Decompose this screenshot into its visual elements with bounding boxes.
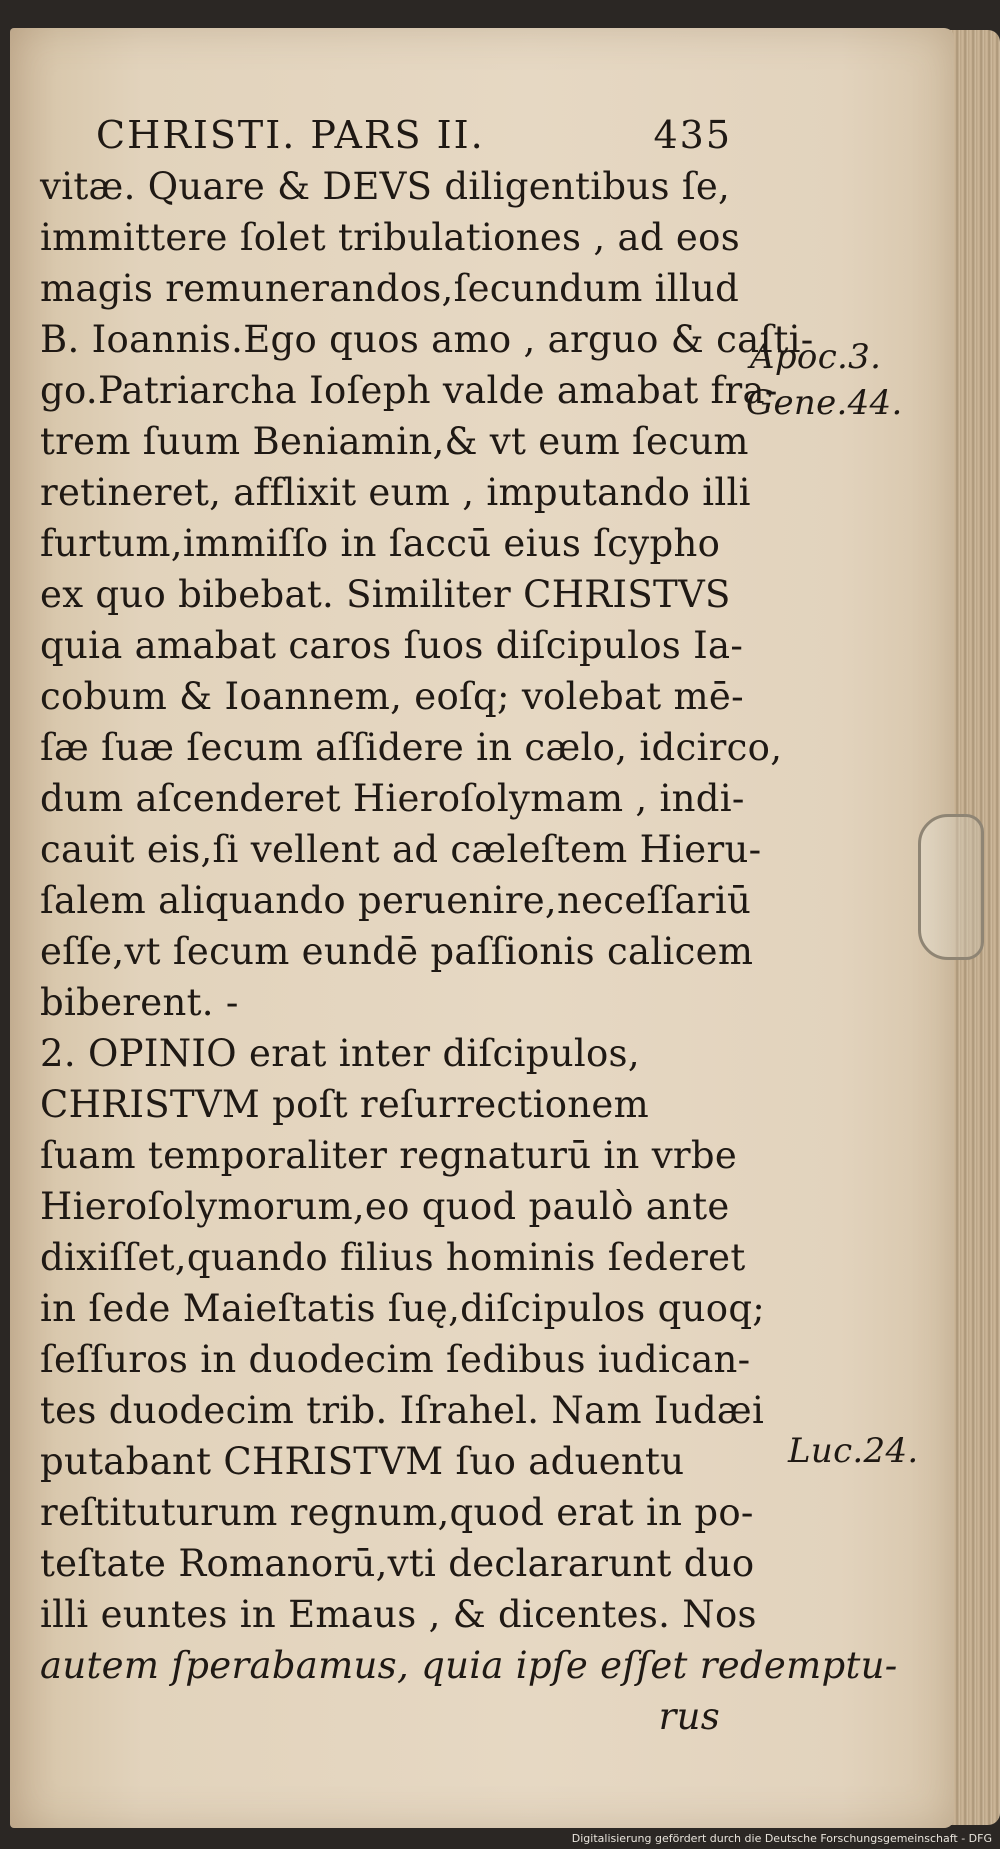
text-line: biberent. - [40, 981, 239, 1024]
page-number: 435 [653, 113, 732, 157]
text-line: reſtituturum regnum,quod erat in po- [40, 1491, 754, 1534]
digitization-footer: Digitalisierung gefördert durch die Deutsche Forschungsgemeinschaft - DFG [571, 1832, 992, 1845]
text-line: ſalem aliquando peruenire,neceſſariū [40, 879, 752, 922]
text-line: eſſe,vt ſecum eundē paſſionis calicem [40, 930, 754, 973]
text-line: illi euntes in Emaus , & dicentes. Nos [40, 1593, 757, 1636]
text-line: autem ſperabamus, quia ipſe eſſet redemptu- [40, 1644, 898, 1687]
text-line: cauit eis,ſi vellent ad cæleſtem Hieru- [40, 828, 762, 871]
text-line: in ſede Maieſtatis ſuę,diſcipulos quoq; [40, 1287, 766, 1330]
text-line: teſtate Romanorū,vti declararunt duo [40, 1542, 755, 1585]
text-line: furtum,immiſſo in ſaccū eius ſcypho [40, 522, 721, 565]
text-line: ſuam temporaliter regnaturū in vrbe [40, 1134, 738, 1177]
text-line: Hieroſolymorum,eo quod paulò ante [40, 1185, 730, 1228]
catchword: rus [658, 1695, 720, 1738]
text-line: 2. OPINIO erat inter diſcipulos, [40, 1032, 640, 1075]
text-line: ſeſſuros in duodecim ſedibus iudican- [40, 1338, 751, 1381]
text-line: magis remunerandos,ſecundum illud [40, 267, 740, 310]
text-line: go.Patriarcha Ioſeph valde amabat fra- [40, 369, 778, 412]
page-clip [918, 814, 984, 960]
margin-note: Gene.44. [746, 383, 903, 423]
text-line: trem ſuum Beniamin,& vt eum ſecum [40, 420, 749, 463]
text-line: putabant CHRISTVM ſuo aduentu [40, 1440, 685, 1483]
running-head [40, 110, 740, 161]
text-line: quia amabat caros ſuos diſcipulos Ia- [40, 624, 744, 667]
margin-note: Luc.24. [788, 1431, 919, 1471]
text-line: immittere ſolet tribulationes , ad eos [40, 216, 740, 259]
text-line: dixiſſet,quando filius hominis ſederet [40, 1236, 746, 1279]
text-line: dum aſcenderet Hieroſolymam , indi- [40, 777, 745, 820]
text-line: B. Ioannis.Ego quos amo , arguo & caſti- [40, 318, 814, 361]
margin-note: Apoc.3. [750, 337, 882, 377]
text-line: retineret, afflixit eum , imputando illi [40, 471, 751, 514]
text-line: cobum & Ioannem, eoſq; volebat mē- [40, 675, 744, 718]
text-line: CHRISTVM poſt reſurrectionem [40, 1083, 650, 1126]
text-line: tes duodecim trib. Iſrahel. Nam Iudæi [40, 1389, 765, 1432]
text-line: ſæ ſuæ ſecum aſſidere in cælo, idcirco, [40, 726, 783, 769]
text-line: vitæ. Quare & DEVS diligentibus ſe, [40, 165, 731, 208]
page-text [40, 110, 919, 1742]
running-head-title: CHRISTI. PARS II. [96, 113, 485, 157]
text-line: ex quo bibebat. Similiter CHRISTVS [40, 573, 731, 616]
